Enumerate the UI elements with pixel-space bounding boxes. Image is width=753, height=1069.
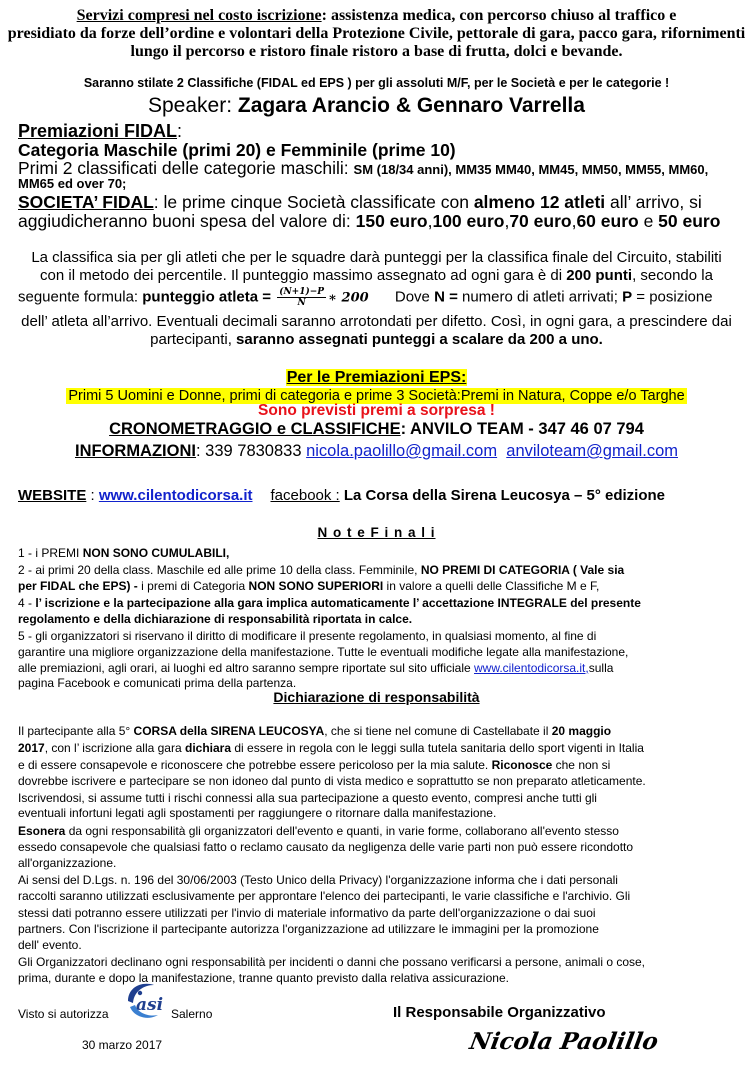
note-2e: NON SONO SUPERIORI <box>248 579 384 593</box>
dich-line-6: eventuali infortuni legati agli spostamenti per raggiungere o ritornare dalla manifestazione. <box>18 806 497 820</box>
formula-d: Dove <box>394 288 435 306</box>
buoni-b: 150 euro <box>355 211 428 231</box>
classifiche-line: Saranno stilate 2 Classifiche (FIDAL ed EPS ) per gli assoluti M/F, per le Società e per le categorie ! <box>83 76 670 90</box>
fidal-colon: : <box>177 121 183 141</box>
percentili-l5a: partecipanti, <box>150 331 237 348</box>
fidal-primi2-cont: MM65 ed over 70; <box>18 176 127 191</box>
note-1a: 1 - i PREMI <box>18 546 83 560</box>
dich-p2c: dichiara <box>185 741 232 755</box>
website-sep: : <box>86 487 99 504</box>
note-5c: alle premiazioni, agli orari, ai luoghi ed altro saranno sempre riportate sul sito ufficiale <box>18 661 475 675</box>
dich-line-8: essedo consapevole che qualsiasi fatto o reclamo causato da negligenza delle varie parti non può essere ricondotto <box>18 840 634 854</box>
buoni-d: 100 euro <box>432 211 505 231</box>
percentili-l2a: con il metodo dei percentile. Il punteggio massimo assegnato ad ogni gara è di <box>40 267 567 284</box>
info-line <box>0 441 753 461</box>
buoni-line <box>18 211 720 231</box>
percentili-l5b: saranno assegnati punteggi a scalare da 200 a uno. <box>236 331 603 348</box>
note-5-line-2: garantire una migliore organizzazione della manifestazione. Tutte le eventuali modifiche legate alla manifestazione, <box>18 645 629 659</box>
societa-c: all’ arrivo, si <box>605 192 702 212</box>
note-4a: 4 - <box>18 596 36 610</box>
dich-line-7 <box>18 824 619 838</box>
percentili-line-2 <box>0 267 753 285</box>
sorpresa-text: Sono previsti premi a sorpresa ! <box>258 402 495 419</box>
formula-a: seguente formula: <box>18 288 143 306</box>
buoni-i: e <box>638 211 659 231</box>
dich-line-1 <box>18 724 611 738</box>
note-4b: l’ iscrizione e la partecipazione alla gara implica automaticamente l’ accettazione INTEGRALE del presente <box>35 596 641 610</box>
speaker-label: Speaker: <box>148 94 238 117</box>
dich-p1a: Il partecipante alla 5° <box>18 724 134 738</box>
asi-logo <box>124 979 168 1023</box>
date-text: 30 marzo 2017 <box>82 1038 163 1052</box>
signature: Nicola Paolillo <box>467 1028 661 1055</box>
fidal-heading: Premiazioni FIDAL <box>18 121 178 141</box>
note-2-cont <box>18 579 599 593</box>
formula-f: numero di atleti arrivati; <box>462 288 623 306</box>
dich-p2b: , con l’ iscrizione alla gara <box>44 741 185 755</box>
dich-line-4: dovrebbe iscrivere e partecipare se non idoneo dal punto di vista medico e soprattutto se non preparato atleticamente. <box>18 774 646 788</box>
formula-fraction <box>277 287 326 308</box>
email-link-2[interactable]: anviloteam@gmail.com <box>506 442 678 460</box>
info-phone: : 339 7830833 <box>195 442 307 460</box>
societa-label: SOCIETA’ FIDAL <box>18 192 154 212</box>
speaker-line <box>148 94 585 118</box>
note-4 <box>18 596 641 610</box>
eps-heading-wrap <box>0 368 753 387</box>
dich-line-3 <box>18 758 610 772</box>
percentili-l2b: 200 punti <box>566 267 633 284</box>
dichiarazione-heading: Dichiarazione di responsabilità <box>273 689 480 705</box>
formula-g: P <box>622 288 633 306</box>
fidal-primi2-c: MM40, MM45, MM50, MM55, MM60, <box>495 162 709 177</box>
buoni-c: , <box>427 211 433 231</box>
website-link[interactable]: www.cilentodicorsa.it <box>98 487 253 504</box>
website-line <box>18 487 665 505</box>
dich-line-5: Iscrivendosi, si assume tutti i rischi connessi alla sua partecipazione a questo evento, compresi anche tutti gli <box>18 791 597 805</box>
dich-p3c: che non si <box>552 758 611 772</box>
buoni-f: 70 euro <box>509 211 572 231</box>
email-link-1[interactable]: nicola.paolillo@gmail.com <box>306 442 498 460</box>
dich-p3b: Riconosce <box>491 758 553 772</box>
formula-b: punteggio atleta = <box>142 288 276 306</box>
buoni-g: , <box>571 211 577 231</box>
note-5-line-3 <box>18 661 613 675</box>
note-2 <box>18 563 624 577</box>
dich-line-10: Ai sensi del D.Lgs. n. 196 del 30/06/2003 (Testo Unico della Privacy) l'organizzazione informa che i dati personali <box>18 873 618 887</box>
responsabile-label: Il Responsabile Organizzativo <box>393 1004 606 1021</box>
formula-h: = posizione <box>632 288 713 306</box>
dich-p7a: Esonera <box>18 824 66 838</box>
facebook-text: La Corsa della Sirena Leucosya – 5° edizione <box>339 487 666 504</box>
percentili-line-1: La classifica sia per gli atleti che per le squadre darà punteggi per la classifica finale del Circuito, stabiliti <box>31 249 722 266</box>
formula-line <box>18 287 713 308</box>
note-2f: in valore a quelli delle Classifiche M e F, <box>383 579 600 593</box>
dich-p1c: , che si tiene nel comune di Castellabate il <box>324 724 552 738</box>
eps-line: Primi 5 Uomini e Donne, primi di categoria e prime 3 Società:Premi in Natura, Coppe e/o Targhe <box>68 388 685 404</box>
societa-line <box>18 192 702 212</box>
note-5-line-4: pagina Facebook e comunicati prima della partenza. <box>18 676 297 690</box>
fidal-categoria: Categoria Maschile (primi 20) e Femminile (prime 10) <box>18 140 456 160</box>
crono-line <box>0 419 753 439</box>
dich-line-14: dell' evento. <box>18 938 82 952</box>
note-2c: per FIDAL che EPS) - <box>18 579 138 593</box>
dich-line-9: all'organizzazione. <box>18 856 117 870</box>
note-5e: sulla <box>588 661 614 675</box>
dich-line-16: prima, durante e dopo la manifestazione, tranne quanto previsto dalla relativa assicurazione. <box>18 971 509 985</box>
note-5-line-1: 5 - gli organizzatori si riservano il diritto di modificare il presente regolamento, in qualsiasi momento, al fine di <box>18 629 597 643</box>
dich-p1d: 20 maggio <box>551 724 612 738</box>
buoni-a: aggiudicheranno buoni spesa del valore di: <box>18 211 356 231</box>
note-2b: NO PREMI DI CATEGORIA ( Vale sia <box>420 563 625 577</box>
dich-line-12: stessi dati potranno essere utilizzati per l'invio di materiale informativo da parte dell'organizzazione o dai suoi <box>18 906 596 920</box>
dich-line-15: Gli Organizzatori declinano ogni responsabilità per incidenti o danni che possano verificarsi a persone, animali o cose, <box>18 955 646 969</box>
buoni-j: 50 euro <box>658 211 721 231</box>
note-2d: i premi di Categoria <box>137 579 249 593</box>
eps-heading: Per le Premiazioni EPS: <box>286 369 467 386</box>
info-label: INFORMAZIONI <box>74 442 196 460</box>
intro-line-3: lungo il percorso e ristoro finale ristoro a base di frutta, dolci e bevande. <box>130 43 623 60</box>
visto-text: Visto si autorizza <box>18 1007 109 1021</box>
formula-numerator: (N+1)−P <box>279 287 325 297</box>
buoni-e: , <box>504 211 510 231</box>
note-1 <box>18 546 229 560</box>
fidal-heading-line <box>18 121 182 142</box>
dich-p2a: 2017 <box>18 741 45 755</box>
fidal-primi2-b: SM (18/34 anni), MM35 <box>353 162 496 177</box>
fidal-primi2-a: Primi 2 classificati delle categorie maschili: <box>18 158 354 178</box>
percentili-line-5 <box>0 331 753 349</box>
societa-a: : le prime cinque Società classificate con <box>153 192 474 212</box>
note-4-cont: regolamento e della dichiarazione di responsabilità riportata in calce. <box>18 612 413 626</box>
facebook-label[interactable]: facebook : <box>270 487 340 504</box>
city-text: Salerno <box>171 1007 213 1021</box>
formula-c: ∗ 200 <box>328 290 369 306</box>
formula-e: N = <box>434 288 462 306</box>
note-1b: NON SONO CUMULABILI, <box>82 546 230 560</box>
dich-p3a: e di essere consapevole e riconoscere che potrebbe essere pericoloso per la mia salute. <box>18 758 492 772</box>
note-website-link[interactable]: www.cilentodicorsa.it, <box>474 661 589 675</box>
buoni-h: 60 euro <box>576 211 639 231</box>
dich-line-11: raccolti saranno utilizzati esclusivamente per approntare l'elenco dei partecipanti, le varie classifiche e l'archivio. Gli <box>18 889 631 903</box>
dich-p1b: CORSA della SIRENA LEUCOSYA <box>133 724 325 738</box>
intro-heading: Servizi compresi nel costo iscrizione <box>76 7 322 24</box>
intro-line-2: presidiato da forze dell’ordine e volontari della Protezione Civile, pettorale di gara, pacco gara, rifornimenti <box>7 25 746 42</box>
speaker-names: Zagara Arancio & Gennaro Varrella <box>237 94 585 117</box>
percentili-l2c: , secondo la <box>632 267 713 284</box>
asi-logo-text: asi <box>136 995 164 1015</box>
dich-p2d: di essere in regola con le leggi sulla tutela sanitaria dello sport vigenti in Italia <box>231 741 644 755</box>
website-label: WEBSITE <box>18 487 87 504</box>
intro-text: : assistenza medica, con percorso chiuso al traffico e <box>321 7 677 24</box>
dich-line-2 <box>18 741 644 755</box>
crono-label: CRONOMETRAGGIO e CLASSIFICHE <box>109 420 401 438</box>
percentili-line-4: dell’ atleta all’arrivo. Eventuali decimali saranno arrotondati per difetto. Così, in ogni gara, a prescindere dai <box>21 313 732 330</box>
dich-line-13: partners. Con l'iscrizione il partecipante autorizza l'organizzazione ad utilizzare le immagini per la promozione <box>18 922 599 936</box>
intro-line-1 <box>0 6 753 25</box>
note-2a: 2 - ai primi 20 della class. Maschile ed alle prime 10 della class. Femminile, <box>18 563 421 577</box>
formula-denominator: N <box>297 298 306 308</box>
note-heading: N o t e F i n a l i <box>317 525 436 540</box>
dich-p7b: da ogni responsabilità gli organizzatori dell'evento e quanti, in varie forme, collaborano all'evento stesso <box>65 824 619 838</box>
societa-b: almeno 12 atleti <box>473 192 606 212</box>
crono-rest: : ANVILO TEAM - 347 46 07 794 <box>400 420 644 438</box>
